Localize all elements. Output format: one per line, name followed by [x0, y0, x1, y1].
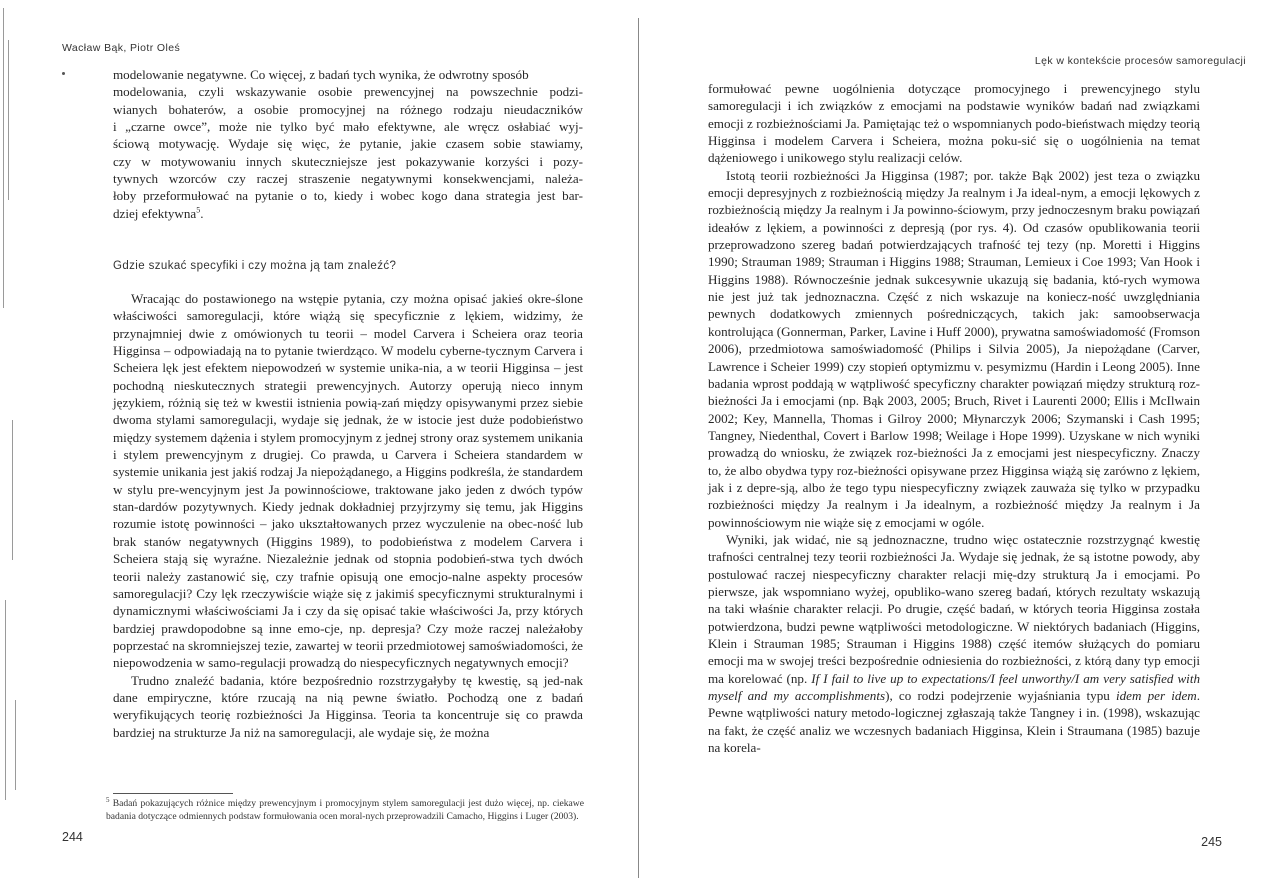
footnote-rule	[113, 793, 233, 794]
intro-line: i „czarne owce”, może nie tylko być mało efektywne, ale wręcz osłabiać wyj-	[113, 119, 583, 135]
right-running-head: Lęk w kontekście procesów samoregulacji	[1034, 55, 1246, 67]
intro-line: modelowania, czyli wskazywanie osobie prewencyjnej na powszechnie podzi-	[113, 84, 583, 100]
right-paragraph-3-start: Wyniki, jak widać, nie są jednoznaczne, trudno więc ostatecznie rozstrzygnąć kwestię trafności centralnej tezy teorii rozbieżności Ja. Wydaje się jednak, że są istotne powody, aby postulować raczej niespecyficzny charakter relacji mię-dzy strukturą Ja i emocjami. Po pierwsze, jak wspomniano wyżej, opubliko-wano szereg badań, których rezultaty wskazują na taki właśnie charakter relacji. Po drugie, część badań, w których teoria Higginsa została potwierdzona, budzi pewne wątpliwości metodologiczne. W niektórych badaniach (Higgins, Klein i Strauman 1985; Strauman i Higgins 1988) część itemów służących do pomiaru emocji ma w swojej treści bezpośrednie odniesienia do rozbieżności, z którą dany typ emocji ma korelować (np.	[708, 531, 1200, 686]
intro-line: modelowanie negatywne. Co więcej, z badań tych wynika, że odwrotny sposób	[113, 67, 529, 82]
right-paragraph-3	[708, 531, 1200, 756]
intro-line: łoby przeformułować na pytanie o to, kiedy i wobec kogo dana strategia jest bar-	[113, 188, 583, 204]
intro-line: dziej efektywna	[113, 205, 197, 221]
right-paragraph-1: formułować pewne uogólnienia dotyczące promocyjnego i prewencyjnego stylu samoregulacji i ich związków z emocjami na podstawie wyników badań nad związkami emocji z rozbieżnościami Ja. Pamiętając też o wspomnianych podo-bieństwach między teorią Higginsa i modelem Carvera i Scheiera, można poku-sić się o uogólnienia na temat dążeniowego i unikowego stylu realizacji celów.	[708, 81, 1200, 166]
margin-mark	[62, 72, 65, 75]
footnote	[106, 797, 584, 823]
intro-paragraph	[113, 66, 583, 222]
section-paragraph-2: Trudno znaleźć badania, które bezpośrednio rozstrzygałyby tę kwestię, są jed-nak dane empiryczne, które rzucają na nią pewne światło. Pochodzą one z badań weryfikujących teorię rozbieżności Ja Higginsa. Teoria ta koncentruje się co prawda bardziej na strukturze Ja niż na samoregulacji, ale wydaje się, że można	[113, 672, 583, 740]
right-page-number: 245	[1201, 835, 1222, 849]
right-paragraph-3-end: . Pewne wątpliwości natury metodo-logicznej zgłaszają także Tangney i in. (1998), wskazując na fakt, że część analiz we wczesnych badaniach Higginsa, Klein i Straumana (1985) bazuje na korela-	[708, 688, 1200, 756]
footnote-text: Badań pokazujących różnice między prewencyjnym i promocyjnym stylem samoregulacji jest dużo więcej, np. ciekawe badania dotyczące odmiennych podstaw formułowania ocen moral-nych przeprowadzili Camacho, Higgins i Luger (2003).	[106, 798, 584, 822]
left-page-number: 244	[62, 830, 83, 844]
section-heading-text: Gdzie szukać specyfiki i czy można ją tam znaleźć?	[113, 260, 397, 272]
left-running-head: Wacław Bąk, Piotr Oleś	[62, 42, 181, 54]
intro-line: wianych bohaterów, a osobie promocyjnej na różnego rodzaju nieudaczników	[113, 101, 583, 117]
right-paragraph-3-middle: ), co rodzi podejrzenie wyjaśniania typu	[885, 688, 1116, 704]
right-paragraph-2: Istotą teorii rozbieżności Ja Higginsa (1987; por. także Bąk 2002) jest teza o związku emocji depresyjnych z rozbieżnością między Ja realnym i Ja ideal-nym, a emocji lękowych z rozbieżnością między Ja realnym i Ja powinno-ściowym, przy jednoczesnym braku powiązań ideałów z lękiem, a powinności z depresją (por rys. 4). Od czasów opublikowania teorii przeprowadzono szereg badań potwierdzających trafność tej tezy (np. Moretti i Higgins 1990; Strauman 1989; Strauman i Higgins 1988; Strauman, Lemieux i Coe 1993; Van Hook i Higgins 1988). Równocześnie jednak sukcesywnie ukazują się badania, któ-rych wymowa nie jest już tak jednoznaczna. Część z nich wskazuje na koniecz-ność uwzględniania pewnych dodatkowych zmiennych pośredniczących, takich jak: samoobserwacja kontrolująca (Gonnerman, Parker, Lavine i Huff 2000), prywatna samoświadomość (Fromson 2006), przedmiotowa samoświadomość (Philips i Silvia 2005), Ja niepożądane (Carver, Lawrence i Scheier 1999) czy stopień optymizmu v. pesymizmu (Hardin i Leong 2005). Inne badania wprost poddają w wątpliwość specyficzny charakter powiązań między strukturą roz-bieżności Ja i emocjami (np. Bąk 2003, 2005; Bruch, Rivet i Laurenti 2000; Ellis i McIlwain 2002; Key, Mannella, Thomas i Gilroy 2000; Młynarczyk 2006; Szymanski i Cash 1995; Tangney, Niedenthal, Covert i Barlow 1998; Weilage i Hope 1999). Uzyskane w nich wyniki prowadzą do wniosku, że związek roz-bieżności Ja z emocjami jest niespecyficzny. Znaczy to, że albo obydwa typy roz-bieżności opisywane przez Higginsa wiążą się zarówno z lękiem, jak i z depre-sją, albo że tego typu niespecyficzny związek zauważa się tylko w przypadku rozbieżności między Ja realnym i Ja idealnym, a rozbieżność między Ja realnym i Ja powinnościowym nie wiąże się z emocjami w ogóle.	[708, 167, 1200, 530]
footnote-number: 5	[106, 795, 110, 804]
right-body	[708, 80, 1200, 756]
intro-end: .	[200, 205, 204, 221]
italic-latin-phrase: idem per idem	[1115, 688, 1197, 704]
right-page	[641, 0, 1262, 894]
intro-line: tywnych wzorców czy raczej straszenie negatywnymi konsekwencjami, należa-	[113, 171, 583, 187]
section-paragraph-1: Wracając do postawionego na wstępie pytania, czy można opisać jakieś okre-ślone właściwości samoregulacji, które wiążą się specyficznie z lękiem, widzimy, że przynajmniej dwie z omówionych tu teorii – model Carvera i Scheiera oraz teoria Higginsa – odpowiadają na to pytanie twierdząco. W modelu cyberne-tycznym Carvera i Scheiera lęk jest efektem niepowodzeń w systemie unika-nia, a w teorii Higginsa – jest pochodną nieskutecznych strategii prewencyjnych. Autorzy operują nieco innym językiem, różnią się też w kwestii istnienia powią-zań między opisywanymi przez siebie dwoma stylami samoregulacji, wydaje się jednak, że w istocie jest duże podobieństwo między systemem dążenia i stylem promocyjnym z jednej strony oraz systemem unikania i stylem prewencyjnym z drugiej. Co prawda, u Carvera i Scheiera standardem w systemie unikania jest jakiś rodzaj Ja niepożądanego, a Higgins podkreśla, że standardem w stylu pre-wencyjnym jest Ja powinnościowe, traktowane jako jeden z dwóch typów stan-dardów pozytywnych. Kiedy jednak dokładniej przyjrzymy się temu, jak Higgins rozumie istotę powinności – jako ukształtowanych przez wyczulenie na obec-ność lub brak stanów negatywnych (Higgins 1989), to podobieństwa z modelem Carvera i Scheiera stają się wyraźne. Niezależnie jednak od stopnia podobień-stwa tych dwóch teorii należy zastanowić się, czy trafnie opisują one emocjo-nalne aspekty procesów samoregulacji? Czy lęk rzeczywiście wiąże się z jakimiś specyficznymi strukturalnymi i dynamicznymi właściwościami Ja i czy da się opisać takie właściwości Ja, przy których bardziej prawdopodobne są inne emo-cje, np. depresja? Czy może raczej należałoby poprzestać na skromniejszej tezie, zawartej w teorii przedmiotowej samoświadomości, że niepowodzenia w samo-regulacji prowadzą do niespecyficznych negatywnych emocji?	[113, 291, 583, 671]
section-body	[113, 290, 583, 741]
section-heading	[113, 260, 583, 272]
intro-line: czy w motywowaniu innych skuteczniejsze jest pokazywanie korzyści i pozy-	[113, 153, 583, 169]
italic-quoted-items: If I fail to live up to expectations/I feel unworthy/I am very satisfied with myself and my accomplishments	[708, 670, 1201, 704]
footnote-ref[interactable]: 5	[196, 205, 201, 215]
intro-line: ściową motywację. Wydaje się więc, że pytanie, jakie czasem sobie stawiamy,	[113, 136, 583, 152]
